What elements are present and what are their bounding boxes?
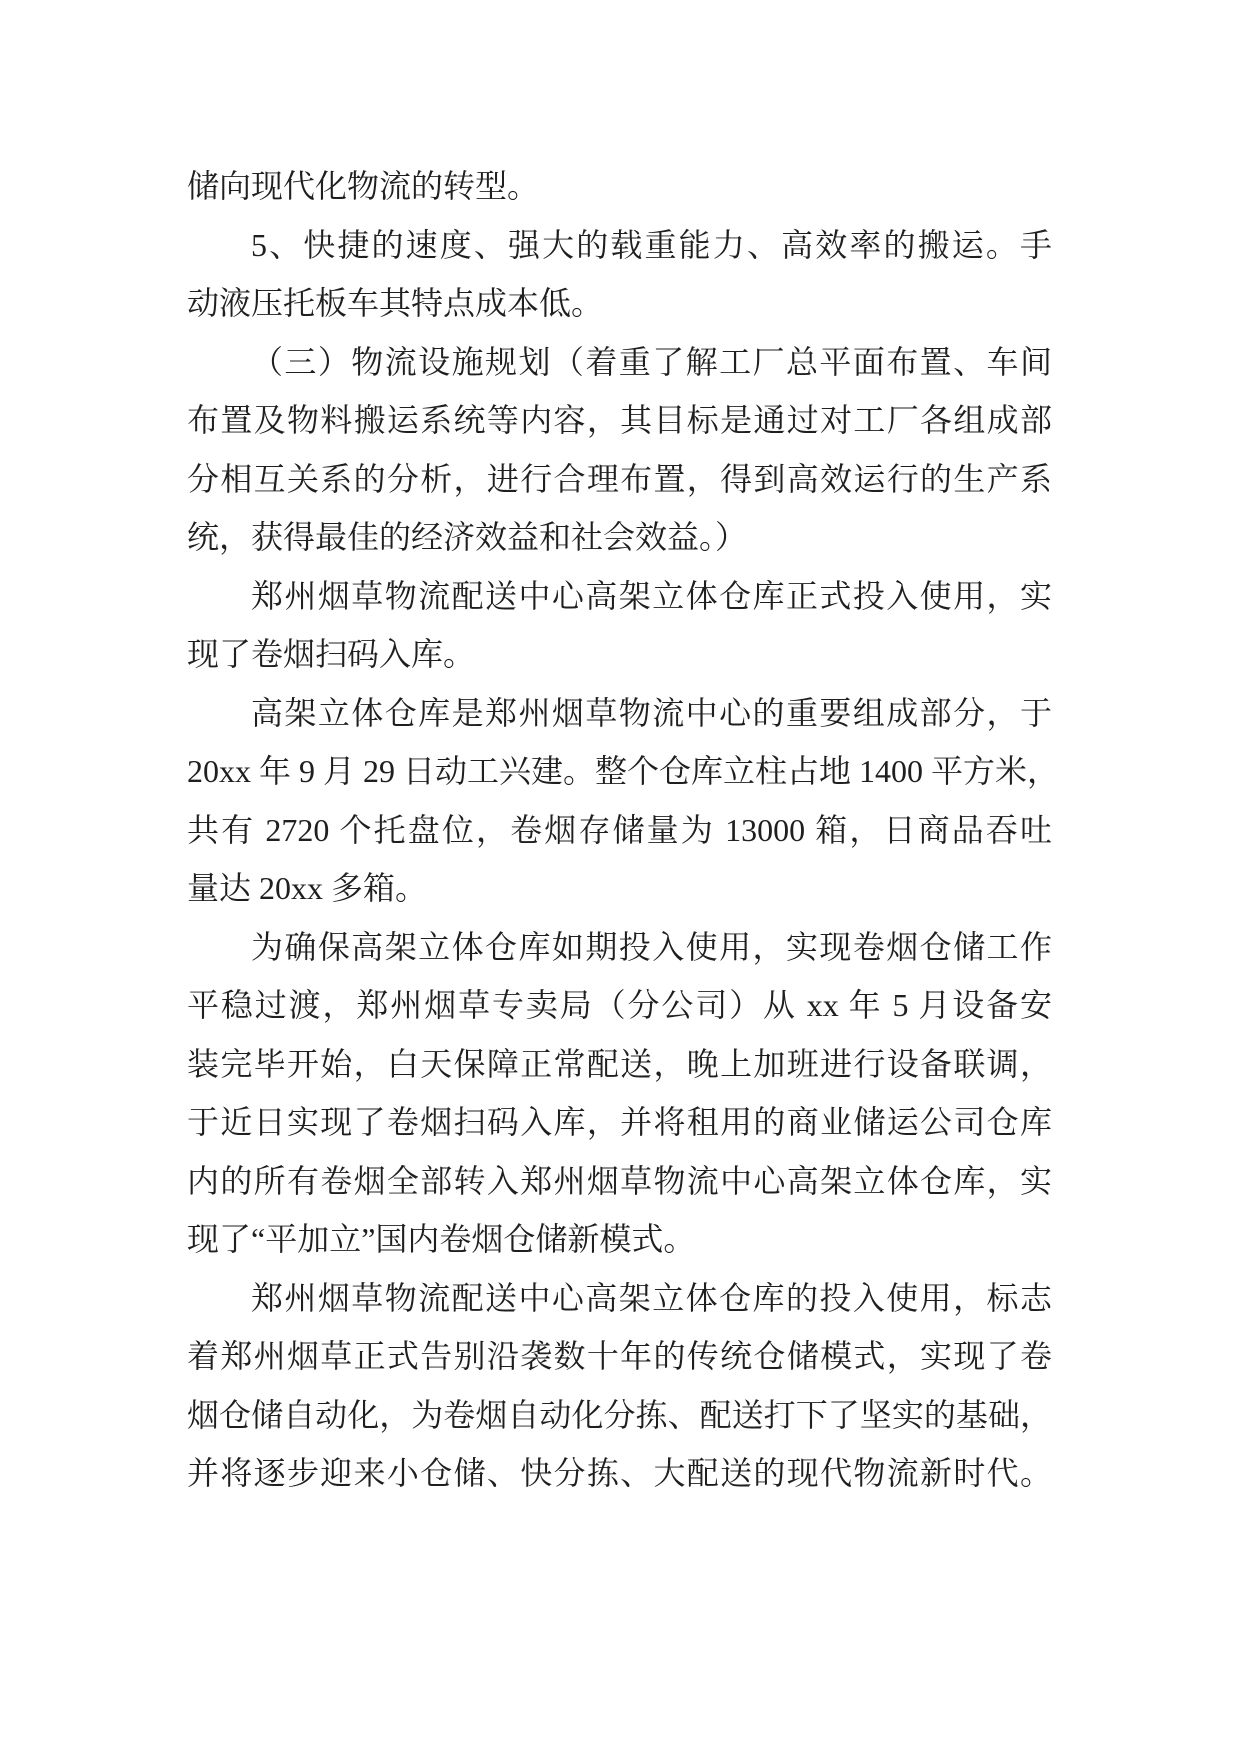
text-line: 烟仓储自动化，为卷烟自动化分拣、配送打下了坚实的基础， — [187, 1396, 1052, 1433]
text-line: 动液压托板车其特点成本低。 — [187, 285, 604, 321]
paragraph — [187, 333, 1052, 567]
text-line: （三）物流设施规划（着重了解工厂总平面布置、车间 — [251, 343, 1052, 380]
text-line: 现了卷烟扫码入库。 — [187, 636, 476, 672]
text-line: 装完毕开始，白天保障正常配送，晚上加班进行设备联调， — [187, 1045, 1052, 1082]
text-line: 郑州烟草物流配送中心高架立体仓库的投入使用，标志 — [251, 1279, 1052, 1316]
text-line: 郑州烟草物流配送中心高架立体仓库正式投入使用，实 — [251, 577, 1052, 614]
text-line: 储向现代化物流的转型。 — [187, 168, 540, 204]
text-line: 内的所有卷烟全部转入郑州烟草物流中心高架立体仓库，实 — [187, 1162, 1052, 1199]
text-line: 平稳过渡，郑州烟草专卖局（分公司）从 xx 年 5 月设备安 — [187, 987, 1052, 1023]
text-line: 分相互关系的分析，进行合理布置，得到高效运行的生产系 — [187, 460, 1052, 497]
paragraph — [187, 157, 1052, 216]
paragraph — [187, 216, 1052, 333]
text-line: 共有 2720 个托盘位，卷烟存储量为 13000 箱，日商品吞吐 — [187, 811, 1052, 848]
text-line: 布置及物料搬运系统等内容，其目标是通过对工厂各组成部 — [187, 402, 1052, 438]
text-line: 并将逐步迎来小仓储、快分拣、大配送的现代物流新时代。 — [187, 1455, 1052, 1491]
text-line: 于近日实现了卷烟扫码入库，并将租用的商业储运公司仓库 — [187, 1104, 1052, 1140]
text-line: 现了“平加立”国内卷烟仓储新模式。 — [187, 1221, 696, 1257]
text-line: 为确保高架立体仓库如期投入使用，实现卷烟仓储工作 — [251, 928, 1052, 965]
text-line: 着郑州烟草正式告别沿袭数十年的传统仓储模式，实现了卷 — [187, 1338, 1052, 1374]
paragraph — [187, 684, 1060, 918]
text-line: 高架立体仓库是郑州烟草物流中心的重要组成部分，于 — [251, 694, 1052, 731]
text-line: 20xx 年 9 月 29 日动工兴建。整个仓库立柱占地 1400 平方米， — [187, 753, 1060, 789]
text-line: 统，获得最佳的经济效益和社会效益。） — [187, 519, 748, 555]
paragraph — [187, 567, 1052, 684]
text-line: 5、快捷的速度、强大的载重能力、高效率的搬运。手 — [251, 226, 1052, 263]
paragraph — [187, 918, 1052, 1269]
paragraph — [187, 1269, 1052, 1503]
text-line: 量达 20xx 多箱。 — [187, 870, 428, 906]
